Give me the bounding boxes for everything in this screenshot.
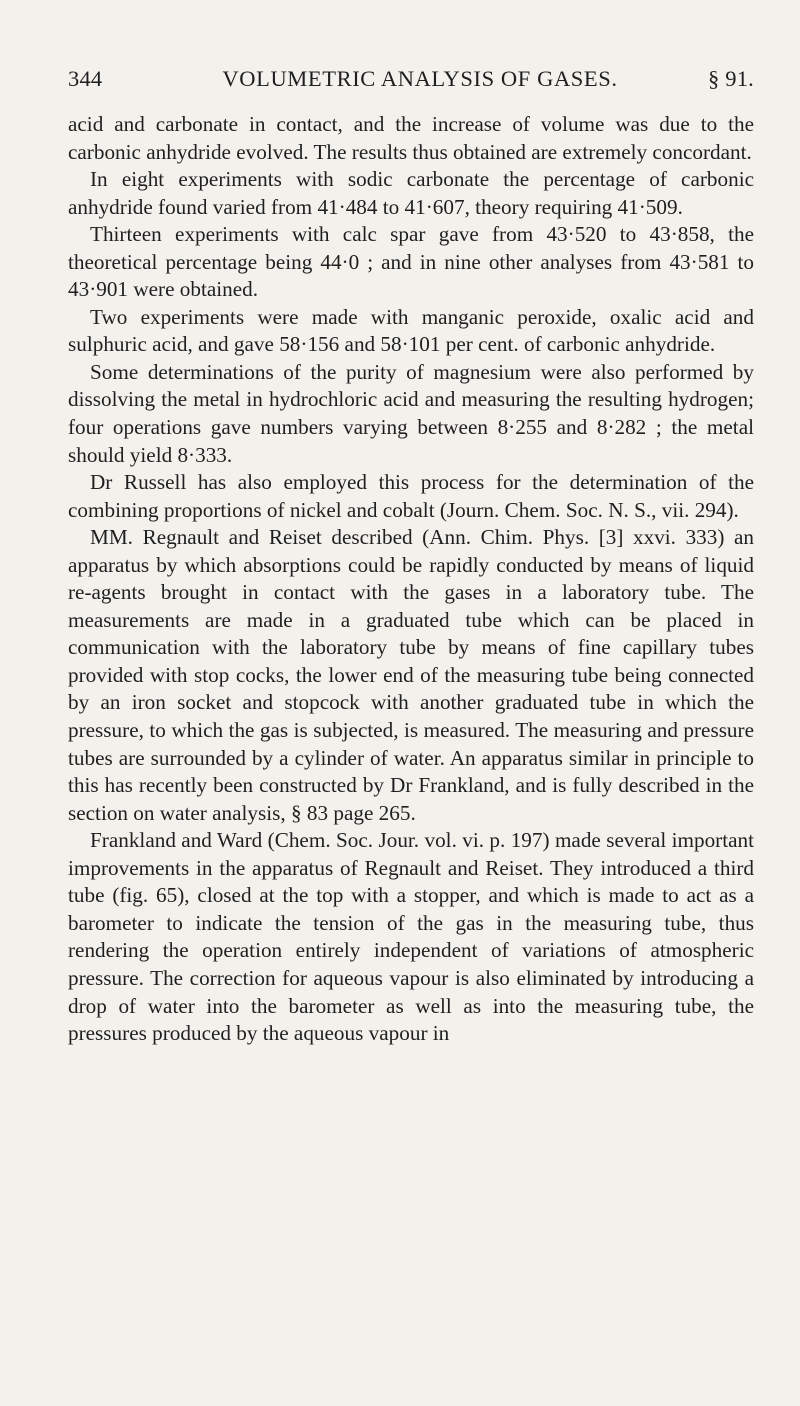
paragraph: In eight experiments with sodic carbonate the percentage of carbonic anhydride found varied from 41·484 to 41·607, theory requiring 41·509.	[68, 167, 754, 219]
paragraph: Frankland and Ward (Chem. Soc. Jour. vol. vi. p. 197) made several important improvements in the apparatus of Regnault and Reiset. They introduced a third tube (fig. 65), closed at the top with a stopper, and which is made to act as a barometer to indicate the tension of the gas in the measuring tube, thus rendering the operation entirely independent of variations of atmospheric pressure. The correction for aqueous vapour is also eliminated by introducing a drop of water into the barometer as well as into the measuring tube, the pressures produced by the aqueous vapour in	[68, 828, 754, 1046]
running-title: VOLUMETRIC ANALYSIS OF GASES.	[222, 66, 618, 91]
paragraph: MM. Regnault and Reiset described (Ann. Chim. Phys. [3] xxvi. 333) an apparatus by which absorptions could be rapidly conducted by means of liquid re-agents brought in contact with the gases in a laboratory tube. The measurements are made in a graduated tube which can be placed in communication with the laboratory tube by means of fine capillary tubes provided with stop cocks, the lower end of the measuring tube being connected by an iron socket and stopcock with another graduated tube in which the pressure, to which the gas is subjected, is measured. The measuring and pressure tubes are surrounded by a cylinder of water. An apparatus similar in principle to this has recently been constructed by Dr Frankland, and is fully described in the section on water analysis, § 83 page 265.	[68, 525, 754, 825]
body-text	[68, 111, 754, 1048]
paragraph: Thirteen experiments with calc spar gave from 43·520 to 43·858, the theoretical percentage being 44·0 ; and in nine other analyses from 43·581 to 43·901 were obtained.	[68, 222, 754, 302]
running-head	[68, 62, 754, 96]
paragraph: Some determinations of the purity of magnesium were also performed by dissolving the metal in hydrochloric acid and measuring the resulting hydrogen; four operations gave numbers varying between 8·255 and 8·282 ; the metal should yield 8·333.	[68, 359, 754, 467]
page-number: 344	[68, 66, 103, 91]
paragraph: Dr Russell has also employed this process for the determination of the combining proportions of nickel and cobalt (Journ. Chem. Soc. N. S., vii. 294).	[68, 470, 754, 522]
section-number: § 91.	[708, 66, 754, 91]
paragraph: acid and carbonate in contact, and the increase of volume was due to the carbonic anhydride evolved. The results thus obtained are extremely concordant.	[68, 112, 754, 164]
paragraph: Two experiments were made with manganic peroxide, oxalic acid and sulphuric acid, and gave 58·156 and 58·101 per cent. of carbonic anhydride.	[68, 304, 754, 357]
